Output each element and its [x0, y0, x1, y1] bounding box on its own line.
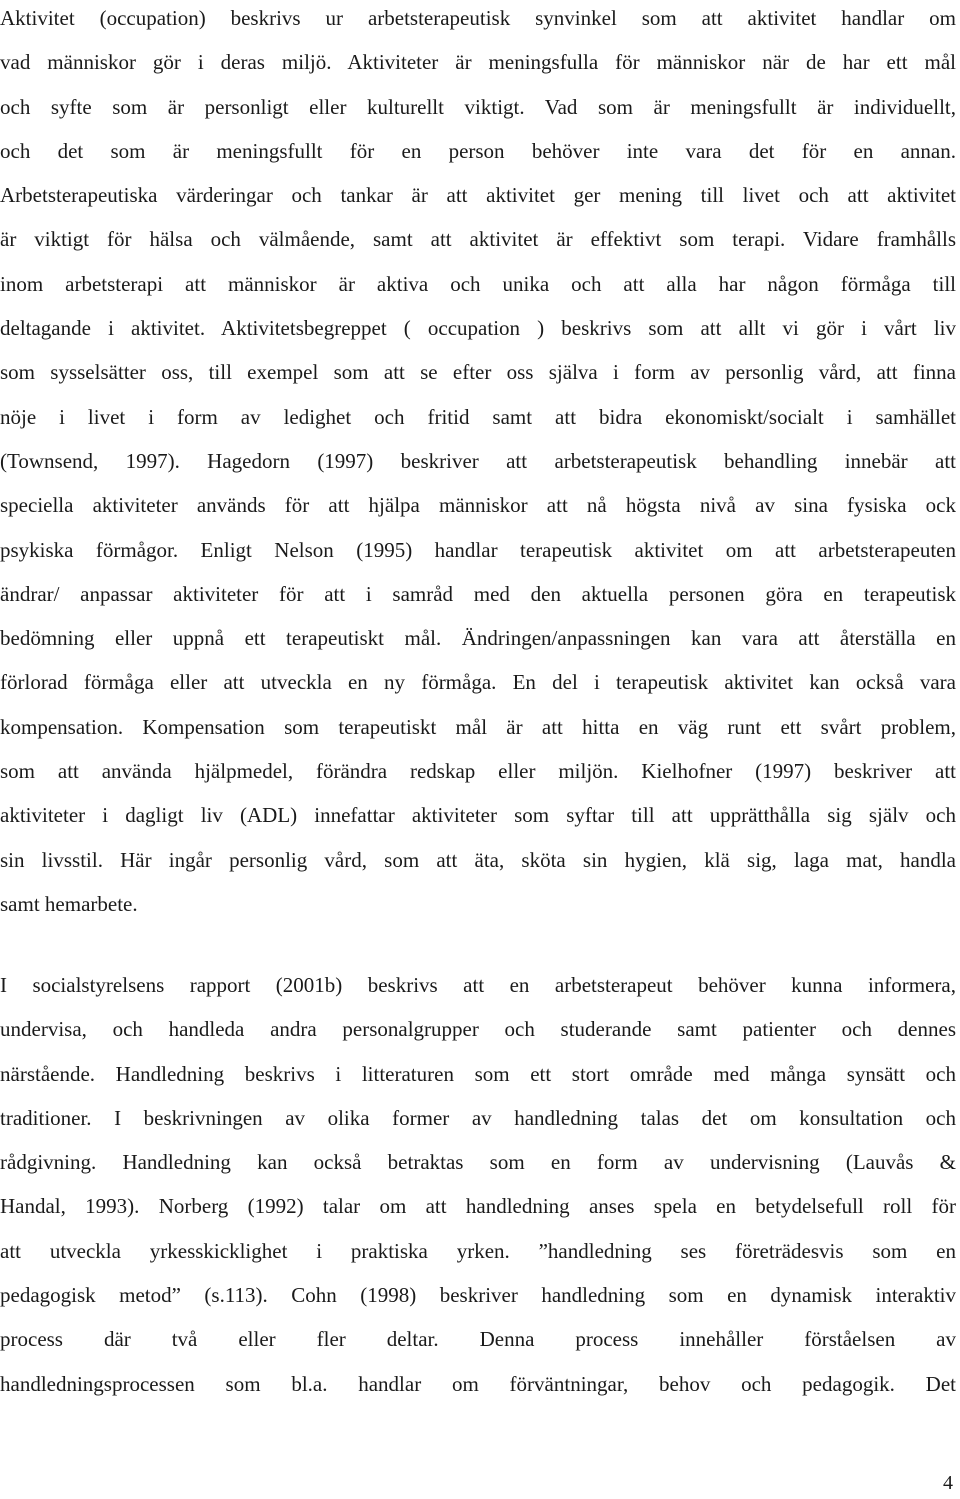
text-line: pedagogisk metod” (s.113). Cohn (1998) beskriver handledning som en dynamisk interaktiv	[0, 1283, 956, 1308]
text-line: Aktivitet (occupation) beskrivs ur arbetsterapeutisk synvinkel som att aktivitet handlar om	[0, 6, 956, 30]
text-line: som sysselsätter oss, till exempel som att se efter oss själva i form av personlig vård, att finna	[0, 360, 956, 385]
text-line: att utveckla yrkesskicklighet i praktiska yrken. ”handledning ses företrädesvis som en	[0, 1238, 956, 1263]
text-line: traditioner. I beskrivningen av olika former av handledning talas det om konsultation och	[0, 1105, 956, 1130]
text-line: undervisa, och handleda andra personalgrupper och studerande samt patienter och dennes	[0, 1017, 956, 1042]
text-line: samt hemarbete.	[0, 891, 138, 916]
text-line: och syfte som är personligt eller kulturellt viktigt. Vad som är meningsfullt är individuellt,	[0, 94, 956, 119]
text-line: nöje i livet i form av ledighet och fritid samt att bidra ekonomiskt/socialt i samhället	[0, 404, 956, 429]
text-line: psykiska förmågor. Enligt Nelson (1995) handlar terapeutisk aktivitet om att arbetsterapeuten	[0, 537, 956, 562]
text-line: och det som är meningsfullt för en person behöver inte vara det för en annan.	[0, 138, 956, 163]
text-line: kompensation. Kompensation som terapeutiskt mål är att hitta en väg runt ett svårt problem,	[0, 714, 956, 739]
text-line: speciella aktiviteter används för att hjälpa människor att nå högsta nivå av sina fysiska ock	[0, 493, 956, 518]
text-line: handledningsprocessen som bl.a. handlar om förväntningar, behov och pedagogik. Det	[0, 1371, 956, 1396]
paragraph-supervision	[0, 963, 956, 1406]
text-line: inom arbetsterapi att människor är aktiva och unika och att alla har någon förmåga till	[0, 271, 956, 296]
text-line: vad människor gör i deras miljö. Aktiviteter är meningsfulla för människor när de har ett mål	[0, 50, 956, 75]
text-line: I socialstyrelsens rapport (2001b) beskrivs att en arbetsterapeut behöver kunna informera,	[0, 973, 956, 997]
text-line: deltagande i aktivitet. Aktivitetsbegreppet ( occupation ) beskrivs som att allt vi gör i vårt liv	[0, 316, 956, 341]
text-line: närstående. Handledning beskrivs i litteraturen som ett stort område med många synsätt och	[0, 1061, 956, 1086]
text-line: förlorad förmåga eller att utveckla en ny förmåga. En del i terapeutisk aktivitet kan också vara	[0, 670, 956, 695]
text-line: Arbetsterapeutiska värderingar och tankar är att aktivitet ger mening till livet och att aktivitet	[0, 183, 956, 208]
text-line: sin livsstil. Här ingår personlig vård, som att äta, sköta sin hygien, klä sig, laga mat, handla	[0, 847, 956, 872]
page-number: 4	[943, 1472, 953, 1494]
text-line: som att använda hjälpmedel, förändra redskap eller miljön. Kielhofner (1997) beskriver att	[0, 759, 956, 784]
text-line: aktiviteter i dagligt liv (ADL) innefattar aktiviteter som syftar till att upprätthålla sig själv och	[0, 803, 956, 828]
text-line: process där två eller fler deltar. Denna process innehåller förståelsen av	[0, 1327, 956, 1352]
text-line: Handal, 1993). Norberg (1992) talar om att handledning anses spela en betydelsefull roll för	[0, 1194, 956, 1219]
text-line: ändrar/ anpassar aktiviteter för att i samråd med den aktuella personen göra en terapeutisk	[0, 581, 956, 606]
text-line: rådgivning. Handledning kan också betraktas som en form av undervisning (Lauvås &	[0, 1150, 956, 1175]
text-line: bedömning eller uppnå ett terapeutiskt mål. Ändringen/anpassningen kan vara att återställa en	[0, 626, 956, 651]
text-line: är viktigt för hälsa och välmående, samt att aktivitet är effektivt som terapi. Vidare framhålls	[0, 227, 956, 252]
text-line: (Townsend, 1997). Hagedorn (1997) beskriver att arbetsterapeutisk behandling innebär att	[0, 448, 956, 473]
